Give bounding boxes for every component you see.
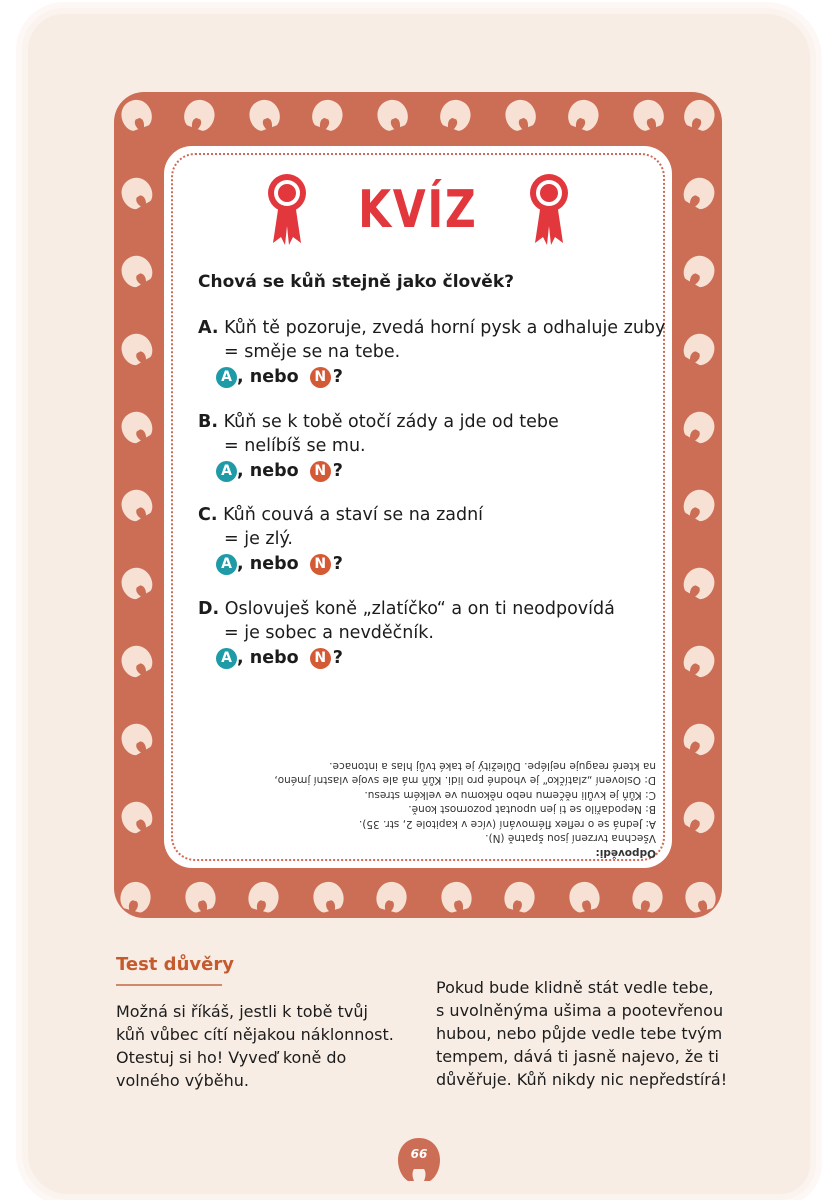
answers-line: C: Kůň je kvůli něčemu nebo někomu ve velkém stresu. [364, 789, 656, 801]
horseshoe-icon [116, 562, 156, 602]
paragraph-right [436, 976, 736, 1091]
horseshoe-icon [566, 879, 602, 915]
quiz-item-b [198, 410, 559, 483]
horseshoe-icon [116, 328, 156, 368]
answers-line: B: Nepodařilo se ti jen upoutat pozornost koně. [408, 803, 656, 816]
answers-heading: Odpovědi: [595, 847, 656, 859]
upside-down-answers [236, 730, 656, 860]
horseshoe-icon [373, 96, 411, 134]
answer-choice [198, 646, 615, 670]
section-underline [116, 984, 222, 986]
question-mark: ? [332, 367, 343, 387]
item-statement: Kůň tě pozoruje, zvedá horní pysk a odhaluje zuby [218, 318, 666, 338]
paragraph-line: Pokud bude klidně stát vedle tebe, [436, 978, 714, 997]
horseshoe-icon [629, 96, 667, 134]
section-title: Test důvěry [116, 954, 234, 975]
badge-n: N [310, 367, 331, 388]
question-mark: ? [332, 461, 343, 481]
paragraph-line: hubou, nebo půjde vedle tebe tvým [436, 1024, 723, 1043]
horseshoe-icon [680, 562, 720, 602]
horseshoe-icon [182, 879, 218, 915]
or-text: , nebo [237, 461, 305, 481]
horseshoe-icon [680, 640, 720, 680]
horseshoe-icon [502, 879, 538, 915]
item-letter: D. [198, 599, 220, 619]
answers-line: Všechna tvrzení jsou špatně (N). [485, 832, 656, 845]
horseshoe-icon [245, 96, 283, 134]
paragraph-line: Možná si říkáš, jestli k tobě tvůj [116, 1002, 368, 1021]
rosette-icon [267, 173, 307, 247]
badge-a: A [216, 648, 237, 669]
or-text: , nebo [237, 554, 305, 574]
horseshoe-icon [116, 172, 156, 212]
horseshoe-icon [630, 879, 666, 915]
item-meaning: = nelíbíš se mu. [224, 436, 366, 456]
horseshoe-icon [438, 879, 474, 915]
item-statement: Kůň couvá a staví se na zadní [217, 505, 484, 525]
horseshoe-icon [310, 879, 346, 915]
horseshoe-icon [681, 96, 719, 134]
item-meaning: = je zlý. [224, 529, 293, 549]
paragraph-line: kůň vůbec cítí nějakou náklonnost. [116, 1025, 394, 1044]
question-mark: ? [332, 648, 343, 668]
paragraph-left [116, 1000, 416, 1092]
horseshoe-icon [565, 96, 603, 134]
or-text: , nebo [237, 648, 305, 668]
horseshoe-icon [116, 796, 156, 836]
horseshoe-icon [501, 96, 539, 134]
horseshoe-icon [116, 484, 156, 524]
paragraph-line: tempem, dává ti jasně najevo, že ti [436, 1047, 719, 1066]
item-statement: Oslovuješ koně „zlatíčko“ a on ti neodpovídá [219, 599, 615, 619]
question-mark: ? [332, 554, 343, 574]
item-statement: Kůň se k tobě otočí zády a jde od tebe [218, 412, 559, 432]
answers-line: na které reaguje nejlépe. Důležitý je také tvůj hlas a intonace. [329, 760, 656, 772]
horseshoe-icon [374, 879, 410, 915]
answer-choice [198, 552, 483, 576]
item-letter: C. [198, 505, 218, 525]
rosette-icon [529, 173, 569, 247]
quiz-title: KVÍZ [358, 180, 478, 240]
answers-line: A: Jedná se o reflex flémování (více v kapitole 2, str. 35). [358, 818, 656, 830]
horseshoe-icon [680, 172, 720, 212]
badge-a: A [216, 367, 237, 388]
horseshoe-icon [680, 484, 720, 524]
horseshoe-icon [116, 718, 156, 758]
answers-line: D: Oslovení „zlatíčko“ je vhodné pro lidi. Kůň má ale svoje vlastní jméno, [274, 774, 656, 787]
item-letter: A. [198, 318, 219, 338]
horseshoe-icon [682, 879, 718, 915]
horseshoe-icon [309, 96, 347, 134]
item-meaning: = je sobec a nevděčník. [224, 623, 434, 643]
badge-n: N [310, 648, 331, 669]
horseshoe-icon [680, 796, 720, 836]
item-meaning: = směje se na tebe. [224, 342, 401, 362]
or-text: , nebo [237, 367, 305, 387]
horseshoe-icon [117, 96, 155, 134]
horseshoe-icon [116, 406, 156, 446]
paragraph-line: volného výběhu. [116, 1071, 250, 1090]
badge-a: A [216, 554, 237, 575]
quiz-question: Chová se kůň stejně jako člověk? [198, 272, 514, 292]
paragraph-line: Otestuj si ho! Vyveď koně do [116, 1048, 347, 1067]
page-number-badge [394, 1134, 444, 1184]
quiz-header [164, 170, 672, 250]
paragraph-line: důvěřuje. Kůň nikdy nic nepředstírá! [436, 1070, 728, 1089]
badge-n: N [310, 461, 331, 482]
item-letter: B. [198, 412, 218, 432]
horseshoe-icon [118, 879, 154, 915]
answer-choice [198, 365, 665, 389]
horseshoe-icon [437, 96, 475, 134]
horseshoe-icon [680, 328, 720, 368]
horseshoe-icon [181, 96, 219, 134]
horseshoe-icon [680, 250, 720, 290]
answer-choice [198, 459, 559, 483]
page-number: 66 [410, 1147, 428, 1161]
horseshoe-icon [680, 718, 720, 758]
badge-n: N [310, 554, 331, 575]
horseshoe-icon [246, 879, 282, 915]
quiz-item-d [198, 597, 615, 670]
horseshoe-icon [680, 406, 720, 446]
horseshoe-icon [116, 250, 156, 290]
quiz-item-c [198, 503, 483, 576]
badge-a: A [216, 461, 237, 482]
quiz-item-a [198, 316, 665, 389]
horseshoe-icon [116, 640, 156, 680]
paragraph-line: s uvolněnýma ušima a pootevřenou [436, 1001, 724, 1020]
